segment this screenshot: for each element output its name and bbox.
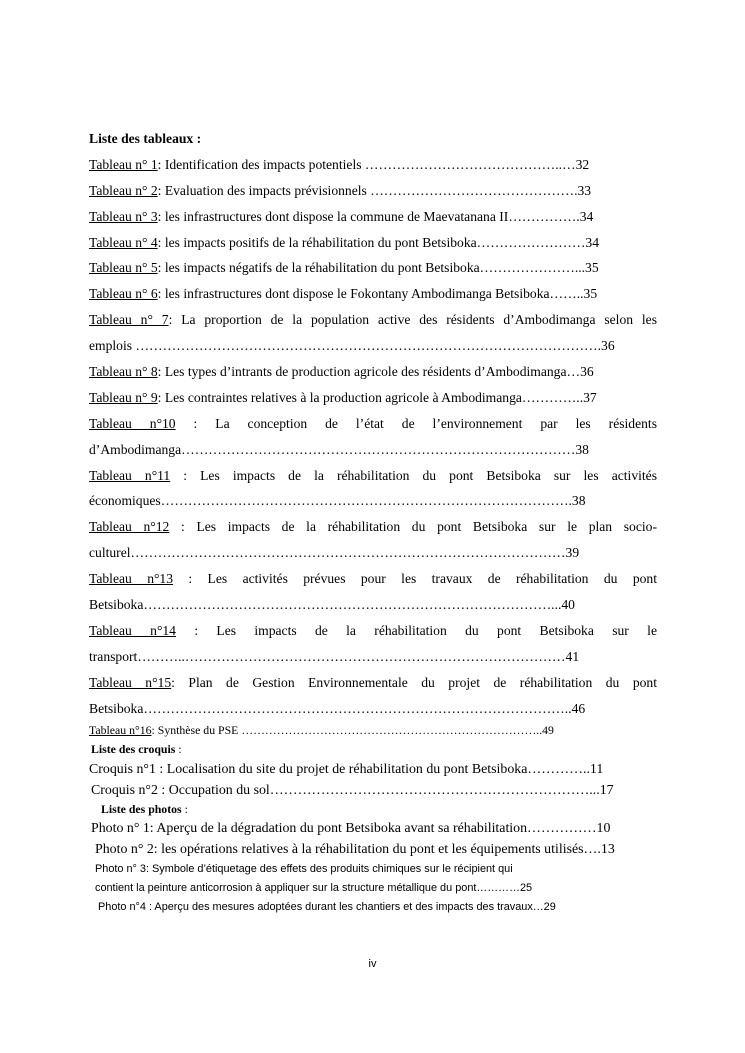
table-label: Tableau n°10 xyxy=(89,415,176,431)
photo-entry-3-line2: contient la peinture anticorrosion à appliquer sur la structure métallique du pont…………25 xyxy=(95,882,533,895)
table-label: Tableau n° 2 xyxy=(89,182,158,198)
table-title: : Identification des impacts potentiels ……………………………………..…32 xyxy=(157,156,590,172)
sketch-entry-2: Croquis n°2 : Occupation du sol……………………………………………………………...17 xyxy=(91,783,614,799)
table-entry-13 xyxy=(89,566,657,592)
table-entry-continuation: emplois ………………………………………………………………………………………….36 xyxy=(89,338,615,354)
photos-heading-colon: : xyxy=(181,802,188,817)
table-entry-continuation: transport………..…………………………………………………………………………41 xyxy=(89,648,580,664)
table-entry-2 xyxy=(89,178,657,204)
table-entry-1 xyxy=(89,152,657,178)
table-label: Tableau n°12 xyxy=(89,519,170,535)
document-body xyxy=(89,126,657,917)
table-title: : Les contraintes relatives à la production agricole à Ambodimanga…………..37 xyxy=(157,389,597,405)
table-label: Tableau n° 8 xyxy=(89,364,158,380)
table-entry-continuation: culturel……………………………………………………………………………………39 xyxy=(89,545,580,561)
table-label: Tableau n°14 xyxy=(89,622,176,638)
table-entry-5 xyxy=(89,255,657,281)
table-label: Tableau n° 3 xyxy=(89,208,158,224)
table-entry-4 xyxy=(89,230,657,256)
table-label: Tableau n°16 xyxy=(89,723,152,738)
sketches-heading: Liste des croquis xyxy=(91,742,176,757)
table-entry-continuation: économiques……………………………………………………………………………….38 xyxy=(89,493,586,509)
page-number: iv xyxy=(368,958,377,970)
table-entry-9 xyxy=(89,385,657,411)
table-label: Tableau n° 5 xyxy=(89,260,158,276)
table-entry-11 xyxy=(89,463,657,489)
table-label: Tableau n° 7 xyxy=(89,312,169,328)
table-entry-15 xyxy=(89,670,657,696)
table-entry-12 xyxy=(89,514,657,540)
table-label: Tableau n°11 xyxy=(89,467,171,483)
table-title: : Les impacts de la réhabilitation du pont Betsiboka sur les activités xyxy=(170,467,657,483)
table-entry-7 xyxy=(89,307,657,333)
table-entry-3 xyxy=(89,204,657,230)
table-title: : les infrastructures dont dispose la commune de Maevatanana II…………….34 xyxy=(157,208,594,224)
sketch-entry-1: Croquis n°1 : Localisation du site du projet de réhabilitation du pont Betsiboka…………..11 xyxy=(89,762,604,778)
photo-entry-1: Photo n° 1: Aperçu de la dégradation du pont Betsiboka avant sa réhabilitation……………10 xyxy=(91,821,611,837)
table-title: : Evaluation des impacts prévisionnels ……………………………………….33 xyxy=(157,182,592,198)
sketches-heading-colon: : xyxy=(175,742,182,757)
table-title: : les impacts positifs de la réhabilitation du pont Betsiboka……………………34 xyxy=(157,234,600,250)
table-title: : Les activités prévues pour les travaux de réhabilitation du pont xyxy=(173,571,657,587)
table-entry-continuation: Betsiboka…………………………………………………………………………………..46 xyxy=(89,700,586,716)
table-label: Tableau n° 6 xyxy=(89,286,158,302)
table-entry-continuation: Betsiboka………………………………………………………………………………...40 xyxy=(89,597,575,613)
table-entry-10 xyxy=(89,411,657,437)
table-title: : les impacts négatifs de la réhabilitation du pont Betsiboka…………………...35 xyxy=(157,260,599,276)
table-title: : La conception de l’état de l’environnement par les résidents xyxy=(175,415,657,431)
table-title: : Les types d’intrants de production agricole des résidents d’Ambodimanga…36 xyxy=(157,364,594,380)
table-title: : Plan de Gestion Environnementale du projet de réhabilitation du pont xyxy=(171,674,657,690)
table-entry-16 xyxy=(89,721,657,740)
table-entry-continuation: d’Ambodimanga……………………………………………………………………………38 xyxy=(89,441,589,457)
photo-entry-4: Photo n°4 : Aperçu des mesures adoptées durant les chantiers et des impacts des travaux…29 xyxy=(98,901,556,914)
table-entry-8 xyxy=(89,359,657,385)
table-title: : La proportion de la population active des résidents d’Ambodimanga selon les xyxy=(168,312,657,328)
photo-entry-2: Photo n° 2: les opérations relatives à la réhabilitation du pont et les équipements utilisés….13 xyxy=(95,842,615,858)
table-title: : Les impacts de la réhabilitation du pont Betsiboka sur le plan socio- xyxy=(169,519,657,535)
tables-heading: Liste des tableaux : xyxy=(89,131,202,146)
photo-entry-3-line1: Photo n° 3: Symbole d’étiquetage des effets des produits chimiques sur le récipient qui xyxy=(95,863,513,876)
tables-list xyxy=(89,152,657,722)
photos-heading-line xyxy=(89,801,657,818)
table-title: : les infrastructures dont dispose le Fokontany Ambodimanga Betsiboka……..35 xyxy=(157,286,598,302)
table-title: : Synthèse du PSE …………………………………………………………………..49 xyxy=(151,723,554,738)
table-label: Tableau n° 1 xyxy=(89,156,158,172)
table-label: Tableau n°13 xyxy=(89,571,174,587)
photos-heading: Liste des photos xyxy=(101,802,182,817)
table-label: Tableau n° 4 xyxy=(89,234,158,250)
table-title: : Les impacts de la réhabilitation du pont Betsiboka sur le xyxy=(175,622,657,638)
table-label: Tableau n° 9 xyxy=(89,389,158,405)
table-entry-14 xyxy=(89,618,657,644)
table-label: Tableau n°15 xyxy=(89,674,172,690)
sketches-heading-line xyxy=(89,740,657,759)
table-entry-6 xyxy=(89,281,657,307)
